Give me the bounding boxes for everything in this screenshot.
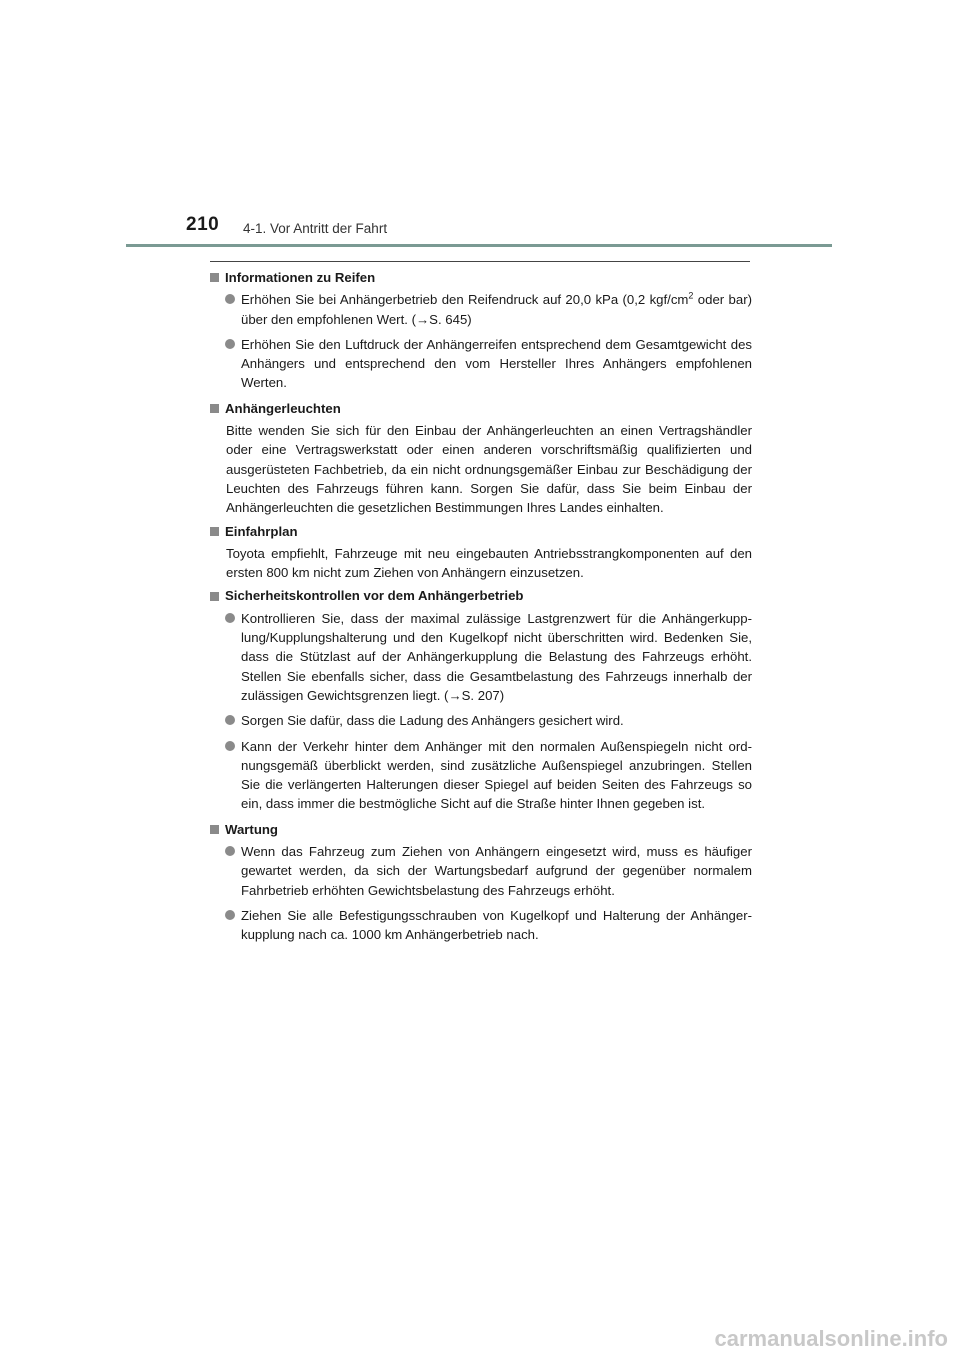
list-item: Erhöhen Sie bei Anhängerbetrieb den Reifendruck auf 20,0 kPa (0,2 kgf/$cm^2$ oder bar) über den empfohlenen Wert. (→S. 645) bbox=[210, 290, 752, 329]
content bbox=[210, 268, 752, 951]
section-heading: Anhängerleuchten bbox=[225, 400, 341, 416]
section-break-in bbox=[210, 522, 752, 583]
round-bullet-icon bbox=[225, 910, 235, 920]
round-bullet-icon bbox=[225, 339, 235, 349]
square-bullet-icon bbox=[210, 592, 219, 601]
section-trailer-lights bbox=[210, 399, 752, 518]
square-bullet-icon bbox=[210, 404, 219, 413]
list-item: Kann der Verkehr hinter dem Anhänger mit den normalen Außenspiegeln nicht ord-nungsgemäß überblickt werden, sind zusätzliche Außenspiegel anzubringen. Stellen Sie die verlängerten Halterungen dieser Spiegel auf beiden Seiten des Fahrzeugs so ein, dass immer die bestmögliche Sicht auf die Straße hinter Ihnen gegeben ist. bbox=[210, 737, 752, 814]
list-item: Kontrollieren Sie, dass der maximal zulässige Lastgrenzwert für die Anhängerkupp-lung/Kupplungshalterung und den Kugelkopf nicht überschritten wird. Bedenken Sie, dass die Stützlast auf der Anhängerkupplung die Belastung des Fahrzeugs erhöht. Stellen Sie ebenfalls sicher, dass die Gesamtbelastung des Fahrzeugs innerhalb der zulässigen Gewichtsgrenzen liegt. (→S. 207) bbox=[210, 609, 752, 705]
round-bullet-icon bbox=[225, 294, 235, 304]
paragraph: Bitte wenden Sie sich für den Einbau der Anhängerleuchten an einen Vertragshändler oder eine Vertragswerkstatt oder einen anderen vorschriftsmäßig qualifizierten und ausgerüsteten Fachbetrieb, da ein nicht ordnungsgemäßer Einbau zur Beschädigung der Leuchten des Fahrzeugs führen kann. Sorgen Sie dafür, dass Sie beim Einbau der Anhängerleuchten die gesetzlichen Bestimmungen Ihres Landes einhalten. bbox=[226, 423, 752, 516]
page-number: 210 bbox=[186, 214, 220, 235]
section-heading: Sicherheitskontrollen vor dem Anhängerbetrieb bbox=[225, 588, 524, 604]
square-bullet-icon bbox=[210, 273, 219, 282]
section-maintenance bbox=[210, 820, 752, 945]
watermark: carmanualsonline.info bbox=[714, 1326, 948, 1351]
section-heading: Wartung bbox=[225, 821, 278, 837]
list-item: Erhöhen Sie den Luftdruck der Anhängerreifen entsprechend dem Gesamtgewicht des Anhängers und entsprechend den vom Hersteller Ihres Anhängers empfohlenen Werten. bbox=[210, 335, 752, 393]
section-heading: Einfahrplan bbox=[225, 523, 298, 539]
square-bullet-icon bbox=[210, 527, 219, 536]
list-item: Ziehen Sie alle Befestigungsschrauben von Kugelkopf und Halterung der Anhänger-kupplung nach ca. 1000 km Anhängerbetrieb nach. bbox=[210, 906, 752, 945]
round-bullet-icon bbox=[225, 741, 235, 751]
section-safety-checks bbox=[210, 586, 752, 813]
round-bullet-icon bbox=[225, 613, 235, 623]
header-rule bbox=[126, 244, 832, 247]
section-tires bbox=[210, 268, 752, 393]
section-title: 4-1. Vor Antritt der Fahrt bbox=[243, 221, 388, 236]
square-bullet-icon bbox=[210, 825, 219, 834]
list-item: Sorgen Sie dafür, dass die Ladung des Anhängers gesichert wird. bbox=[210, 711, 752, 730]
content-rule bbox=[210, 261, 750, 262]
paragraph: Toyota empfiehlt, Fahrzeuge mit neu eingebauten Antriebsstrangkomponenten auf den ersten 800 km nicht zum Ziehen von Anhängern einzusetzen. bbox=[226, 545, 752, 581]
round-bullet-icon bbox=[225, 715, 235, 725]
list-item: Wenn das Fahrzeug zum Ziehen von Anhängern eingesetzt wird, muss es häufiger gewartet werden, da sich der Wartungsbedarf aufgrund der gegenüber normalem Fahrbetrieb erhöhten Gewichtsbelastung des Fahrzeugs erhöht. bbox=[210, 842, 752, 900]
section-heading: Informationen zu Reifen bbox=[225, 270, 376, 285]
round-bullet-icon bbox=[225, 846, 235, 856]
